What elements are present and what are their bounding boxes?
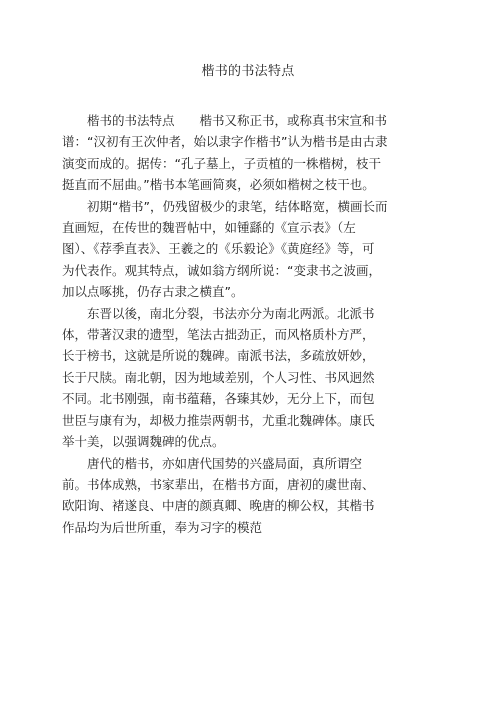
paragraph-line: 不同。北书刚强，南书蕴藉，各臻其妙，无分上下，而包 xyxy=(62,391,375,407)
paragraph-line: 长于尺牍。南北朝，因为地域差别，个人习性、书风迥然 xyxy=(62,369,375,385)
paragraph-line: 东晋以後，南北分裂，书法亦分为南北两派。北派书 xyxy=(87,305,375,321)
paragraph-line: 加以点啄挑，仍存古隶之横直”。 xyxy=(62,284,244,300)
document-title: 楷书的书法特点 xyxy=(201,64,295,79)
paragraph-line: 演变而成的。据传：“孔子墓上，子贡植的一株楷树，枝干 xyxy=(62,155,381,171)
paragraph-line: 图）、《荐季直表》、王羲之的《乐毅论》《黄庭经》等，可 xyxy=(62,241,375,257)
paragraph-4 xyxy=(62,453,438,539)
paragraph-line: 前。书体成熟，书家辈出，在楷书方面，唐初的虞世南、 xyxy=(62,476,375,492)
paragraph-line: 楷书的书法特点 楷书又称正书，或称真书宋宣和书 xyxy=(87,113,388,128)
paragraph-line: 世臣与康有为，却极力推崇两朝书，尤重北魏碑体。康氏 xyxy=(62,412,375,428)
paragraph-line: 作品均为后世所重，奉为习字的模范 xyxy=(62,519,263,535)
paragraph-line: 举十美，以强调魏碑的优点。 xyxy=(62,434,225,450)
paragraph-line: 挺直而不屈曲。”楷书本笔画简爽，必须如楷树之枝干也。 xyxy=(62,177,375,193)
paragraph-line: 直画短，在传世的魏晋帖中，如锺繇的《宣示表》（左 xyxy=(62,220,356,236)
document-body xyxy=(62,110,438,538)
paragraph-line: 体，带著汉隶的遗型，笔法古拙劲正，而风格质朴方严， xyxy=(62,327,375,343)
paragraph-line: 欧阳询、褚遂良、中唐的颜真卿、晚唐的柳公权，其楷书 xyxy=(62,498,375,514)
paragraph-line: 为代表作。观其特点，诚如翁方纲所说：“变隶书之波画， xyxy=(62,262,381,278)
paragraph-line: 初期“楷书”，仍残留极少的隶笔，结体略宽，横画长而 xyxy=(87,198,388,214)
paragraph-1 xyxy=(62,110,438,196)
paragraph-line: 长于榜书，这就是所说的魏碑。南派书法，多疏放妍妙， xyxy=(62,348,375,364)
paragraph-line: 唐代的楷书，亦如唐代国势的兴盛局面，真所谓空 xyxy=(87,455,363,471)
paragraph-line: 谱：“汉初有王次仲者，始以隶字作楷书”认为楷书是由古隶 xyxy=(62,134,388,150)
paragraph-2 xyxy=(62,196,438,303)
paragraph-3 xyxy=(62,303,438,453)
